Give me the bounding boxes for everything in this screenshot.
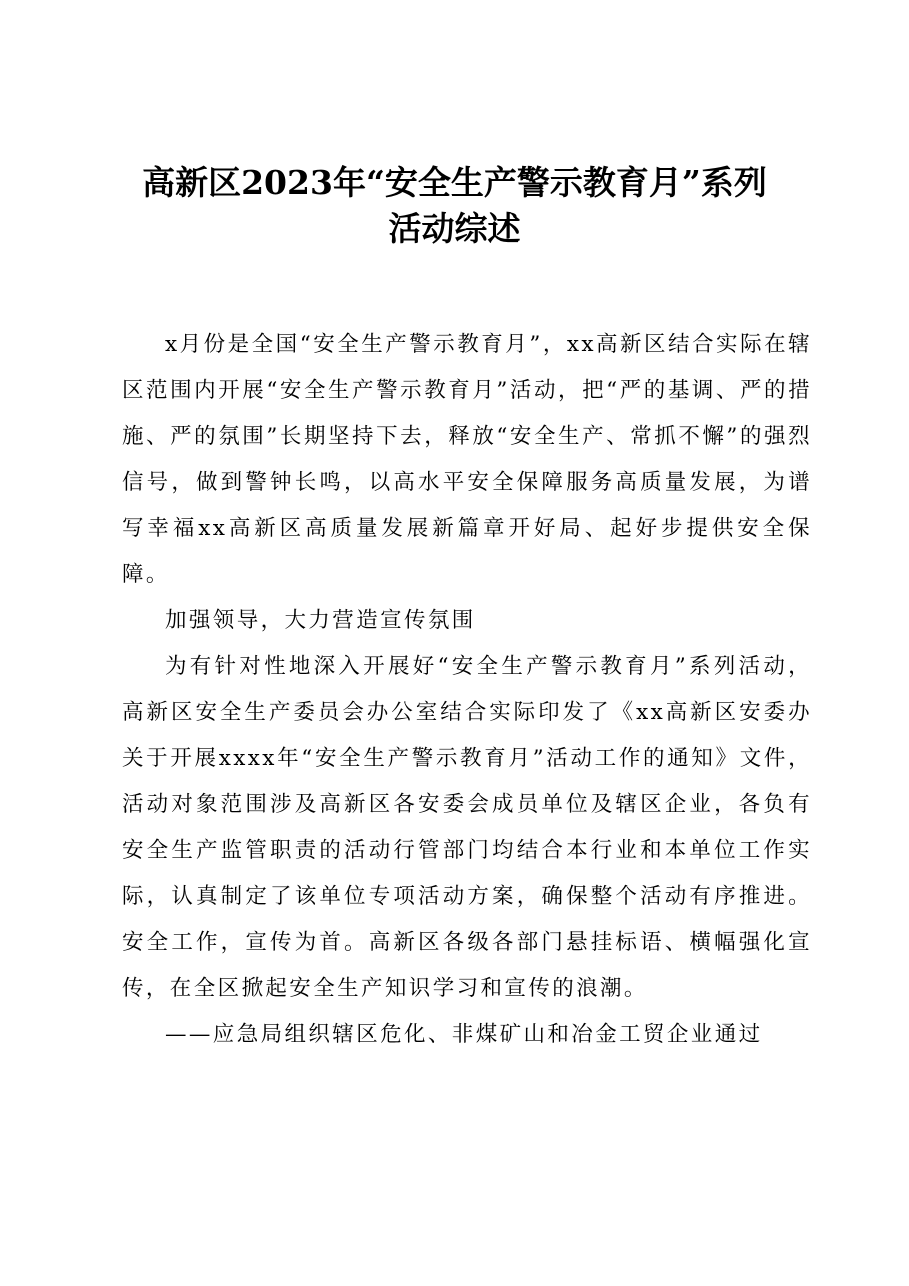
document-body [122, 322, 812, 1058]
paragraph-list-item: ——应急局组织辖区危化、非煤矿山和冶金工贸企业通过 [165, 1022, 763, 1047]
paragraph-intro: x月份是全国“安全生产警示教育月”，xx高新区结合实际在辖区范围内开展“安全生产警示教育月”活动，把“严的基调、严的措施、严的氛围”长期坚持下去，释放“安全生产、常抓不懈”的强烈信号，做到警钟长鸣，以高水平安全保障服务高质量发展，为谱写幸福xx高新区高质量发展新篇章开好局、起好步提供安全保障。 [122, 332, 812, 587]
document-title [100, 160, 809, 252]
title-line-2: 活动综述 [388, 209, 521, 248]
paragraph-section-body: 为有针对性地深入开展好“安全生产警示教育月”系列活动，高新区安全生产委员会办公室结合实际印发了《xx高新区安委办关于开展xxxx年“安全生产警示教育月”活动工作的通知》文件，活动对象范围涉及高新区各安委会成员单位及辖区企业，各负有安全生产监管职责的活动行管部门均结合本行业和本单位工作实际，认真制定了该单位专项活动方案，确保整个活动有序推进。安全工作，宣传为首。高新区各级各部门悬挂标语、横幅强化宣传，在全区掀起安全生产知识学习和宣传的浪潮。 [122, 654, 812, 1001]
title-line-1: 高新区2023年“安全生产警示教育月”系列 [142, 163, 767, 202]
section-heading: 加强领导，大力营造宣传氛围 [165, 608, 476, 633]
